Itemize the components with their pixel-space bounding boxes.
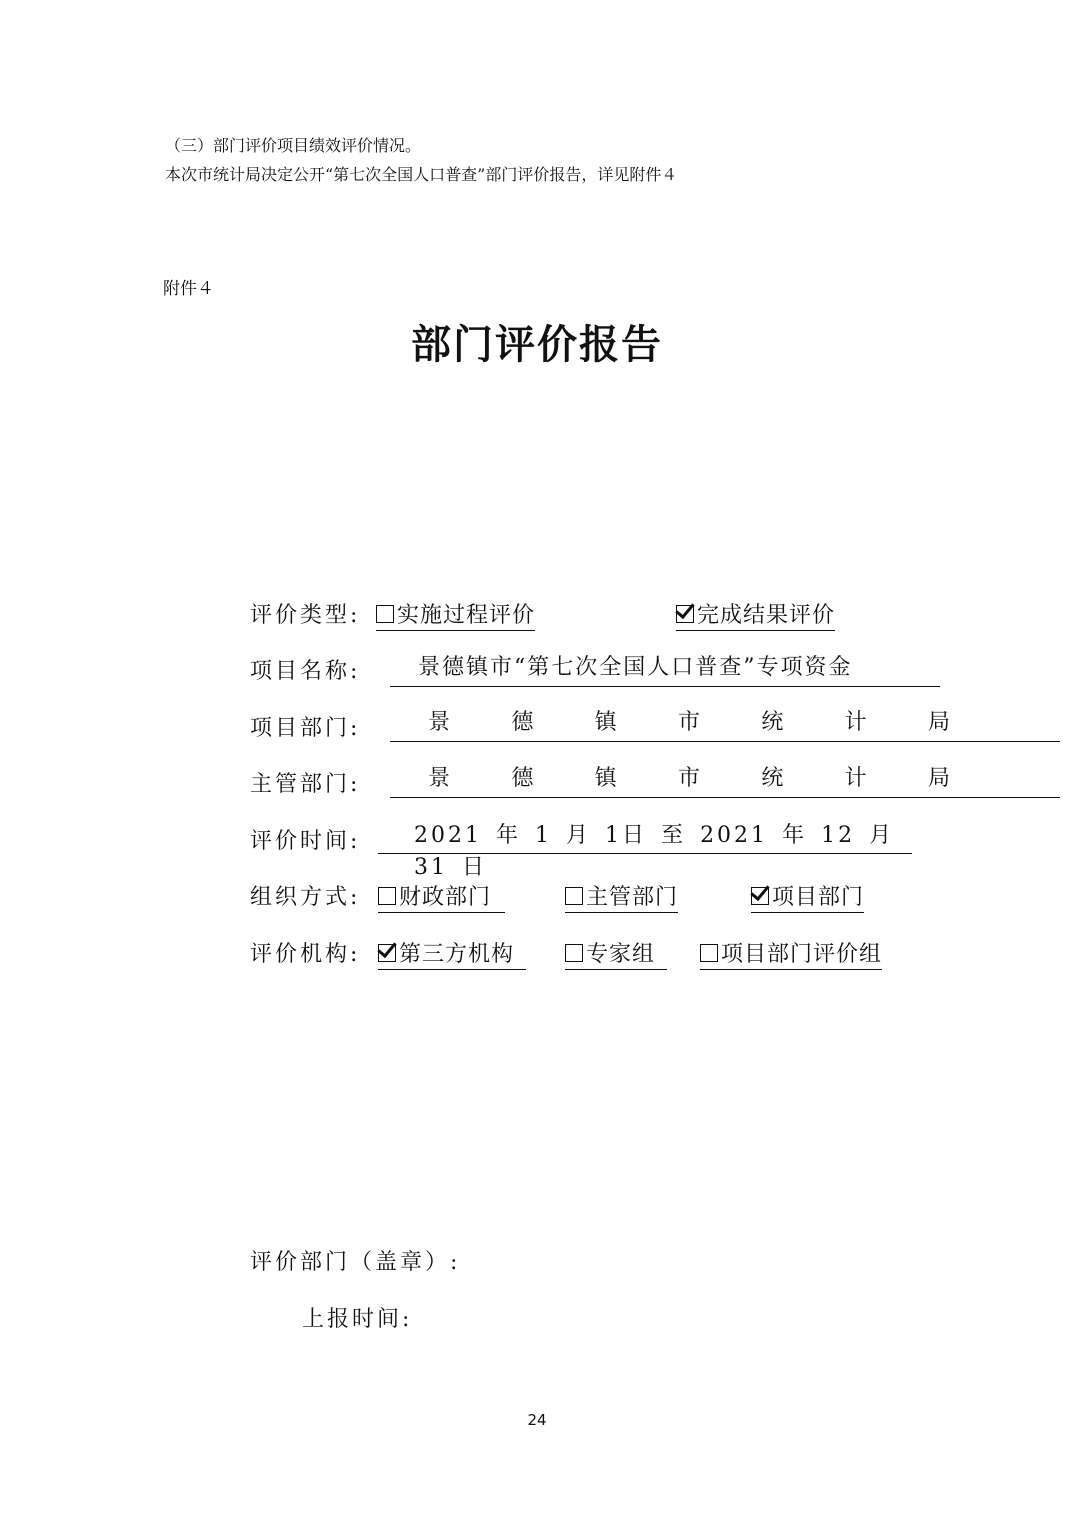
eval-agency-label: 评价机构:: [250, 942, 361, 967]
dept-char: 镇: [594, 766, 617, 791]
dept-char: 镇: [594, 710, 617, 735]
dept-char: 统: [761, 766, 784, 791]
year-unit: 年: [782, 823, 808, 848]
project-name-label: 项目名称:: [250, 659, 361, 684]
checkbox-icon[interactable]: [700, 944, 718, 962]
organization-label: 组织方式:: [250, 885, 361, 910]
checkbox-checked-icon[interactable]: [751, 887, 769, 905]
attachment-label: 附件４: [163, 279, 214, 299]
project-name-value: 景德镇市“第七次全国人口普查”专项资金: [418, 655, 853, 680]
start-month: 1: [535, 823, 553, 848]
end-day: 31: [414, 855, 448, 880]
dept-char: 局: [927, 710, 950, 735]
option-label: 专家组: [586, 942, 656, 967]
option-label: 项目部门: [772, 885, 865, 910]
start-day: 1: [605, 823, 623, 848]
dept-char: 计: [844, 766, 867, 791]
supervising-dept-label: 主管部门:: [250, 772, 361, 797]
option-label: 主管部门: [586, 885, 679, 910]
option-label: 项目部门评价组: [721, 942, 883, 967]
eval-type-option-process[interactable]: [376, 598, 535, 631]
option-label: 实施过程评价: [397, 603, 536, 628]
eval-agency-option-project-group[interactable]: [700, 937, 882, 970]
page-number: 24: [527, 1411, 547, 1429]
option-label: 财政部门: [399, 885, 492, 910]
dept-char: 计: [844, 710, 867, 735]
supervising-dept-field: [390, 763, 1060, 798]
end-year: 2021: [700, 823, 769, 848]
eval-type-label: 评价类型:: [250, 603, 361, 628]
day-unit: 日: [462, 855, 488, 880]
dept-char: 景: [428, 710, 451, 735]
organization-option-project[interactable]: [751, 880, 864, 913]
eval-dept-seal-label: 评价部门（盖章）:: [250, 1250, 461, 1275]
month-unit: 月: [566, 823, 592, 848]
page-title: 部门评价报告: [411, 321, 663, 368]
organization-option-supervising[interactable]: [565, 880, 678, 913]
report-time-label: 上报时间:: [302, 1307, 413, 1332]
checkbox-icon[interactable]: [378, 887, 396, 905]
eval-type-option-result[interactable]: [676, 598, 835, 631]
eval-agency-option-expert[interactable]: [565, 937, 667, 970]
checkbox-checked-icon[interactable]: [378, 944, 396, 962]
checkbox-checked-icon[interactable]: [676, 605, 694, 623]
eval-time-field: [378, 820, 912, 880]
dept-char: 市: [677, 766, 700, 791]
checkbox-icon[interactable]: [565, 944, 583, 962]
to-label: 至: [661, 823, 687, 848]
dept-char: 市: [677, 710, 700, 735]
intro-line-2: 本次市统计局决定公开“第七次全国人口普查”部门评价报告，详见附件４: [165, 165, 678, 184]
dept-char: 局: [927, 766, 950, 791]
eval-time-label: 评价时间:: [250, 829, 361, 854]
year-unit: 年: [496, 823, 522, 848]
eval-agency-option-third-party[interactable]: [378, 937, 526, 970]
dept-char: 德: [511, 766, 534, 791]
project-dept-field: [390, 707, 1060, 742]
day-unit: 日: [622, 823, 648, 848]
project-dept-label: 项目部门:: [250, 716, 361, 741]
option-label: 完成结果评价: [697, 603, 836, 628]
checkbox-icon[interactable]: [565, 887, 583, 905]
end-month: 12: [821, 823, 856, 848]
month-unit: 月: [869, 823, 895, 848]
option-label: 第三方机构: [399, 942, 515, 967]
dept-char: 景: [428, 766, 451, 791]
start-year: 2021: [414, 823, 482, 848]
intro-line-1: （三）部门评价项目绩效评价情况。: [165, 136, 422, 155]
organization-option-finance[interactable]: [378, 880, 505, 913]
project-name-field: [390, 652, 940, 687]
dept-char: 统: [761, 710, 784, 735]
dept-char: 德: [511, 710, 534, 735]
checkbox-icon[interactable]: [376, 605, 394, 623]
